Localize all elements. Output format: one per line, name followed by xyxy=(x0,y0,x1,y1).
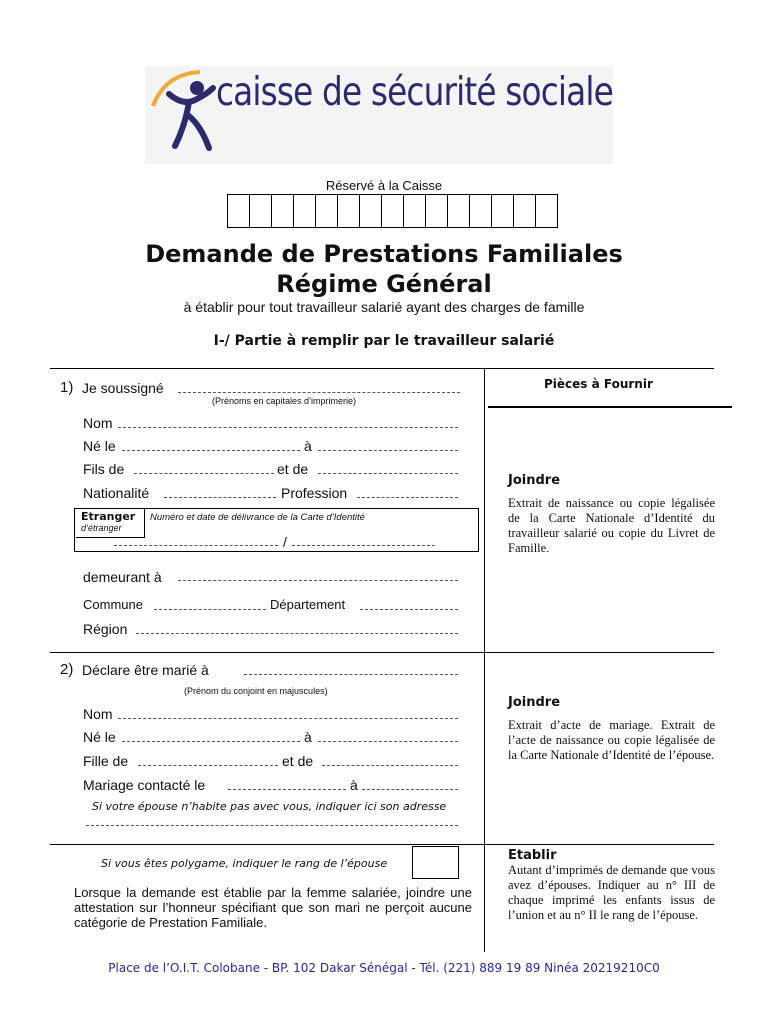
lieu2-field[interactable] xyxy=(318,741,458,742)
et-de-label: et de xyxy=(277,461,309,477)
profession-field[interactable] xyxy=(357,497,458,498)
part2-number: 2) xyxy=(60,661,74,678)
et-de2-field[interactable] xyxy=(322,765,458,766)
carte-date-field[interactable] xyxy=(292,545,435,546)
region-field[interactable] xyxy=(136,633,458,634)
adresse-note: Si votre épouse n’habite pas avec vous, indiquer ici son adresse xyxy=(92,800,447,813)
slash: / xyxy=(283,534,287,550)
etranger-sub: d’étranger xyxy=(81,523,122,533)
soussigne-field[interactable] xyxy=(178,392,460,393)
part1-number: 1) xyxy=(60,379,74,396)
etablir-text: Autant d’imprimés de demande que vous avez d’épouses. Indiquer au n° III de chaque imprimé les enfants issus de l’union et au n° II le rang de l’épouse. xyxy=(508,863,715,922)
lieu-naissance-field[interactable] xyxy=(318,450,458,451)
a2-label: à xyxy=(304,729,312,745)
joindre2-text: Extrait d’acte de mariage. Extrait de l’acte de naissance ou copie légalisée de la Carte Nationale d’Identité de l’épouse. xyxy=(508,718,715,762)
joindre2-label: Joindre xyxy=(508,695,561,710)
mariage-lieu-field[interactable] xyxy=(362,789,458,790)
mariage-a-label: à xyxy=(350,777,358,793)
prenoms-note: (Prénoms en capitales d’imprimerie) xyxy=(212,396,357,406)
fille-de-field[interactable] xyxy=(138,765,278,766)
profession-label: Profession xyxy=(281,485,348,501)
person-logo-icon xyxy=(145,66,225,164)
ne-le-field[interactable] xyxy=(122,450,300,451)
reserved-label: Réservé à la Caisse xyxy=(325,178,443,193)
fils-de-field[interactable] xyxy=(134,473,274,474)
ne2-le-field[interactable] xyxy=(122,741,300,742)
footer-address: Place de l’O.I.T. Colobane - BP. 102 Dakar Sénégal - Tél. (221) 889 19 89 Ninéa 20219210C0 xyxy=(108,961,660,975)
pieces-header: Pièces à Fournir xyxy=(544,377,653,391)
nationalite-label: Nationalité xyxy=(83,485,150,501)
adresse-field[interactable] xyxy=(86,825,458,826)
nationalite-field[interactable] xyxy=(164,497,276,498)
etranger-label: Etranger xyxy=(81,510,136,523)
polygame-note: Si vous êtes polygame, indiquer le rang de l’épouse xyxy=(101,857,388,870)
commune-field[interactable] xyxy=(154,609,266,610)
conjoint-field[interactable] xyxy=(244,674,458,675)
a-label: à xyxy=(304,438,312,454)
form-subtitle-regime: Régime Général xyxy=(276,270,492,298)
commune-label: Commune xyxy=(83,597,143,612)
divider xyxy=(488,406,732,408)
nom-label: Nom xyxy=(83,415,113,431)
region-label: Région xyxy=(83,621,128,637)
ne2-le-label: Né le xyxy=(83,729,116,745)
soussigne-label: Je soussigné xyxy=(82,380,164,396)
nom2-field[interactable] xyxy=(118,718,458,719)
logo-text: caisse de sécurité sociale xyxy=(216,70,613,115)
fille-de-label: Fille de xyxy=(83,753,129,769)
column-divider xyxy=(484,368,485,952)
divider xyxy=(50,652,714,653)
femme-salariee-note: Lorsque la demande est établie par la femme salariée, joindre une attestation sur l’honneur spécifiant que son mari ne perçoit aucune catégorie de Prestation Familiale. xyxy=(74,885,472,930)
et-de2-label: et de xyxy=(282,753,314,769)
mariage-label: Mariage contacté le xyxy=(83,777,206,793)
departement-label: Département xyxy=(270,597,346,612)
departement-field[interactable] xyxy=(360,609,458,610)
demeurant-field[interactable] xyxy=(178,580,458,581)
reserved-boxes[interactable] xyxy=(228,194,558,228)
section-heading: I-/ Partie à remplir par le travailleur salarié xyxy=(213,333,555,349)
divider xyxy=(50,844,714,845)
et-de-field[interactable] xyxy=(318,473,458,474)
nom2-label: Nom xyxy=(83,706,113,722)
carte-note: Numéro et date de délivrance de la Carte d’Identité xyxy=(150,512,365,523)
fils-de-label: Fils de xyxy=(83,461,125,477)
declare-label: Déclare être marié à xyxy=(82,662,209,678)
joindre1-label: Joindre xyxy=(508,473,561,488)
prenom-note: (Prénom du conjoint en majuscules) xyxy=(184,686,328,696)
rang-epouse-box[interactable] xyxy=(412,846,459,879)
joindre1-text: Extrait de naissance ou copie légalisée de la Carte Nationale d’Identité du travailleur salarié ou copie du Livret de Famille. xyxy=(508,496,715,555)
mariage-date-field[interactable] xyxy=(228,789,346,790)
divider xyxy=(50,368,714,369)
form-instructions: à établir pour tout travailleur salarié ayant des charges de famille xyxy=(183,299,585,315)
ne-le-label: Né le xyxy=(83,438,116,454)
nom-field[interactable] xyxy=(118,427,458,428)
demeurant-label: demeurant à xyxy=(83,569,162,585)
form-title: Demande de Prestations Familiales xyxy=(145,240,623,268)
etablir-label: Etablir xyxy=(508,848,557,863)
carte-numero-field[interactable] xyxy=(114,545,278,546)
